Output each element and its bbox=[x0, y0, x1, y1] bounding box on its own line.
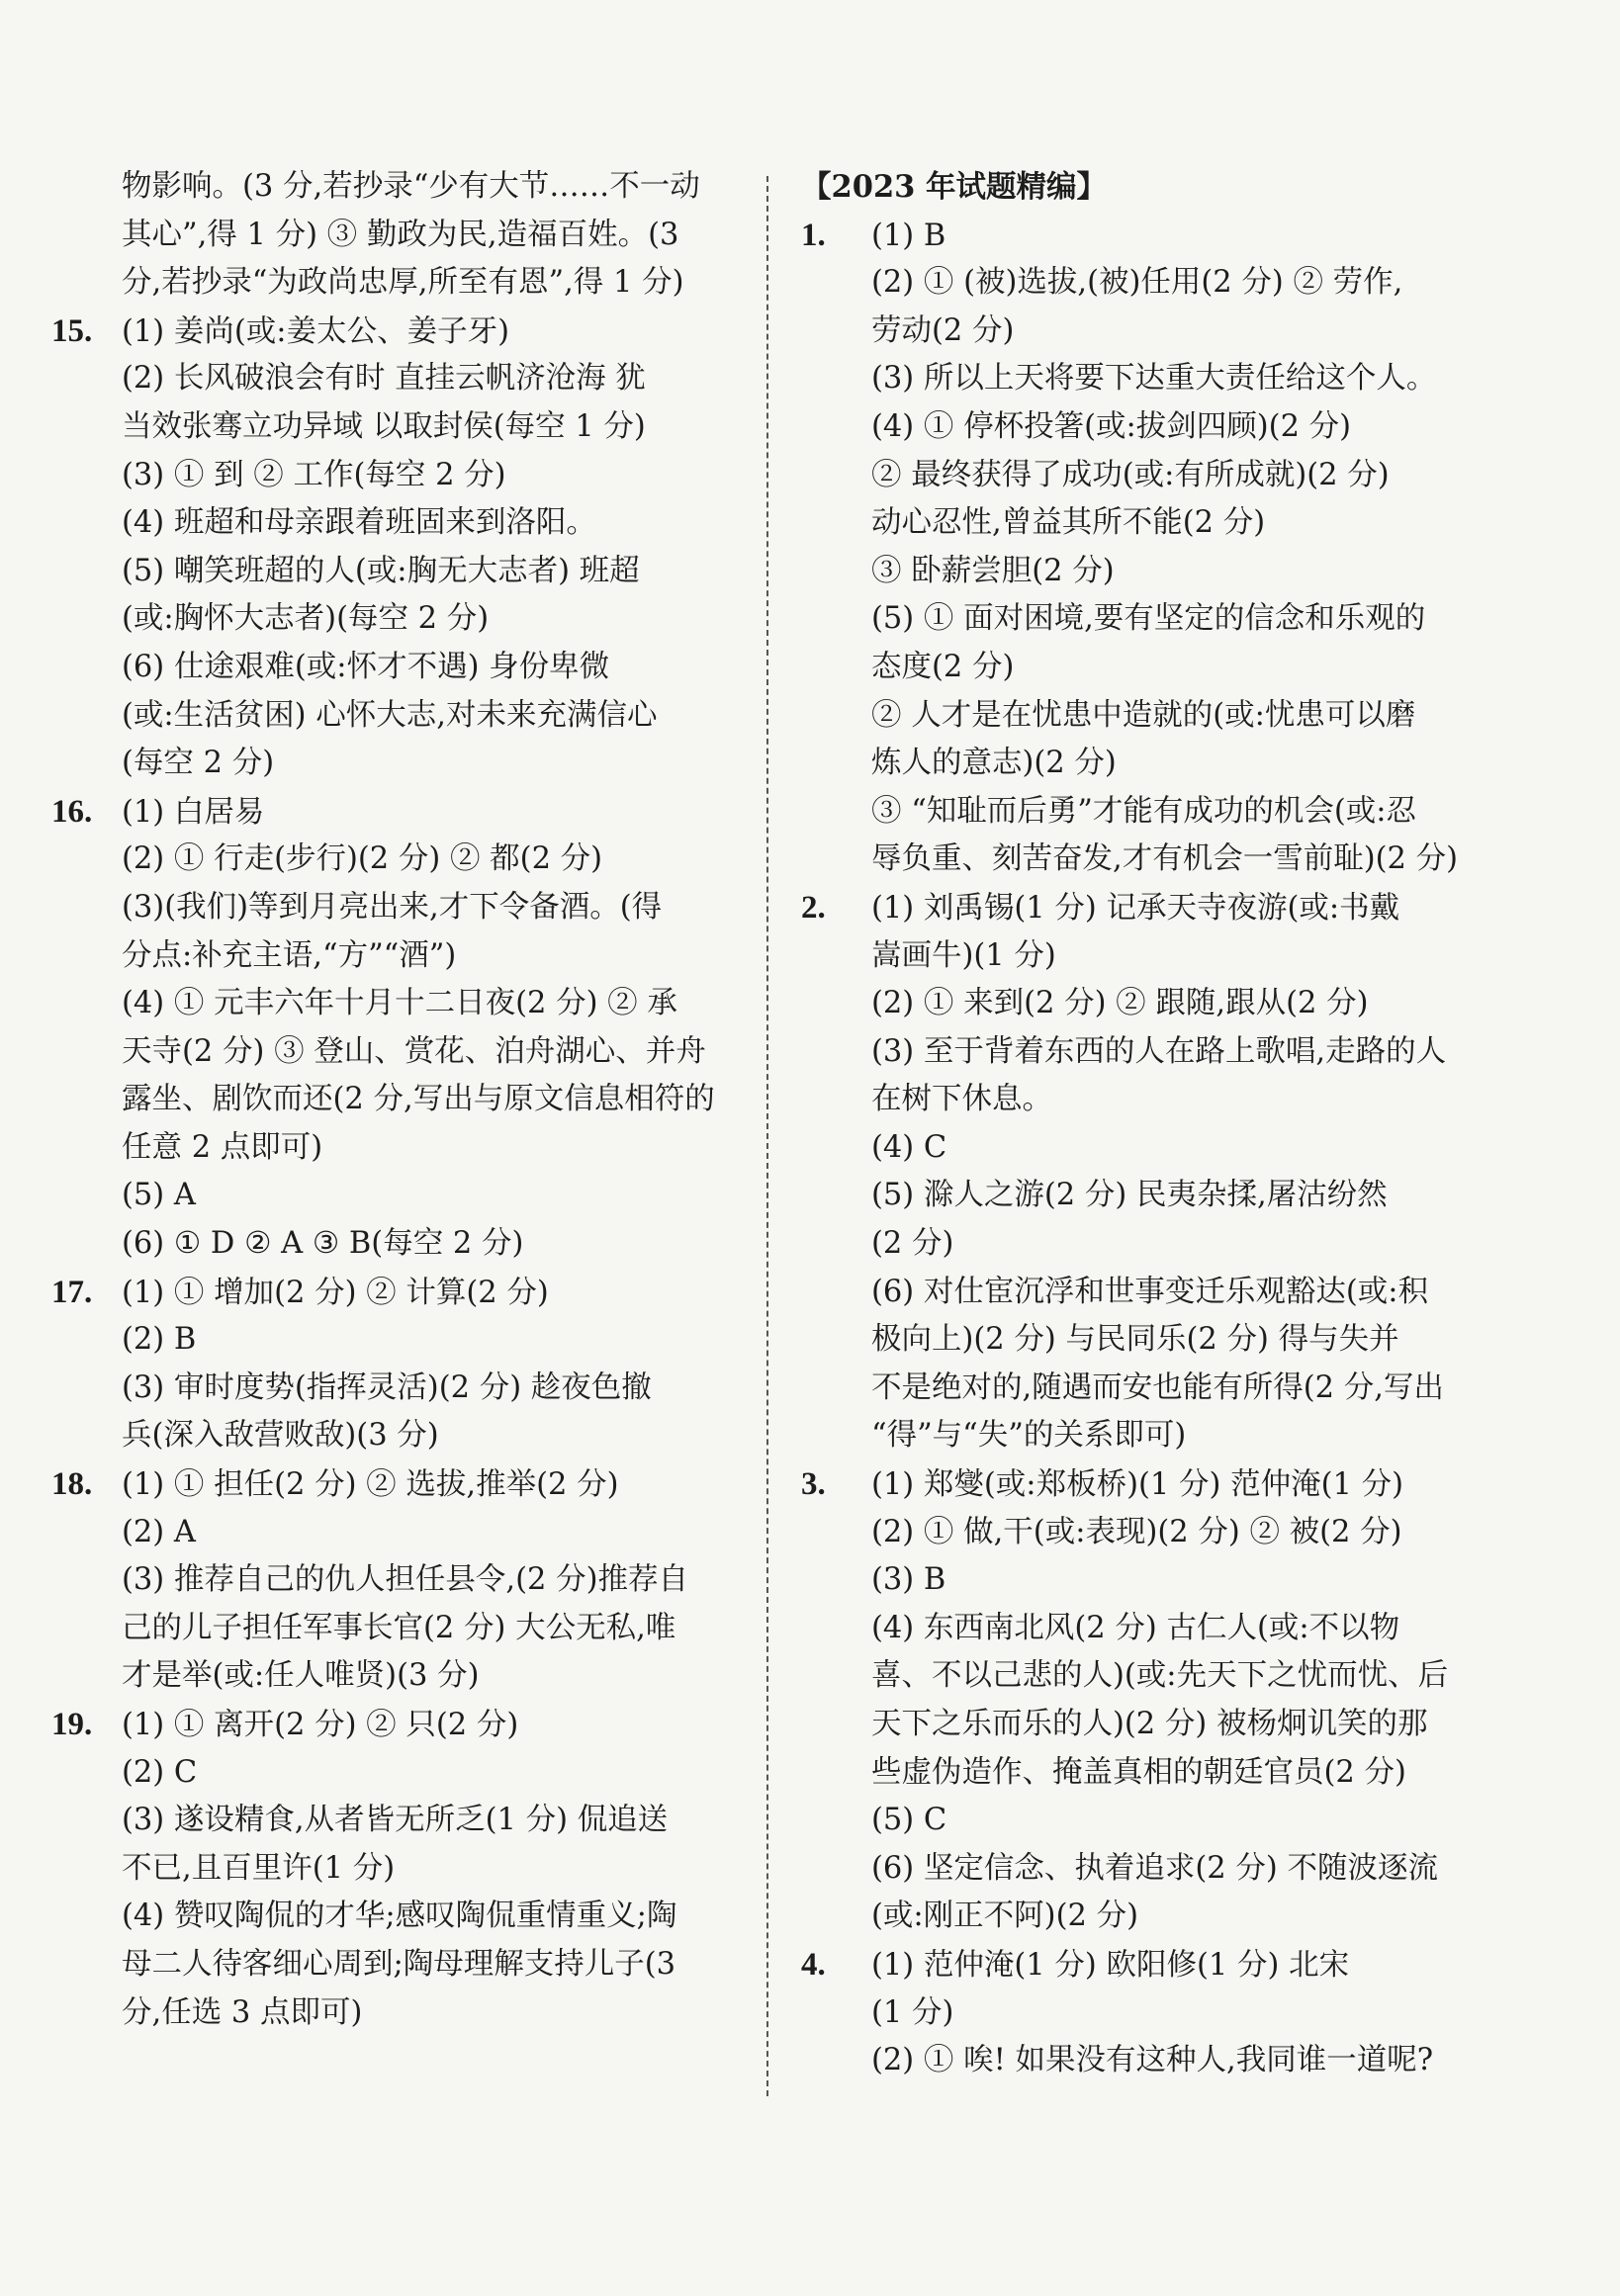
answer-line: 分,若抄录“为政尚忠厚,所至有恩”,得 1 分) bbox=[122, 265, 684, 301]
answer-line: (4) 班超和母亲跟着班固来到洛阳。 bbox=[122, 505, 596, 541]
answer-line: (或:胸怀大志者)(每空 2 分) bbox=[122, 601, 490, 637]
answer-line: ② 最终获得了成功(或:有所成就)(2 分) bbox=[871, 457, 1390, 492]
answer-line: (5) ① 面对困境,要有坚定的信念和乐观的 bbox=[871, 601, 1426, 637]
answer-line: 母二人待客细心周到;陶母理解支持儿子(3 bbox=[122, 1946, 676, 1982]
answer-line: (或:刚正不阿)(2 分) bbox=[871, 1899, 1138, 1934]
answer-line: 才是举(或:任人唯贤)(3 分) bbox=[122, 1658, 480, 1694]
answer-line: (6) ① D ② A ③ B(每空 2 分) bbox=[122, 1226, 524, 1262]
answer-line: (1) B bbox=[871, 218, 946, 253]
continued-answer bbox=[51, 163, 744, 308]
answer-line: 喜、不以己悲的人)(或:先天下之忧而忧、后 bbox=[871, 1658, 1449, 1694]
question-number: 15. bbox=[51, 312, 93, 349]
answer-line: (1 分) bbox=[871, 1994, 954, 2030]
answer-line: (1) ① 离开(2 分) ② 只(2 分) bbox=[122, 1708, 519, 1742]
answer-line: 嵩画牛)(1 分) bbox=[871, 937, 1056, 973]
answer-line: (2) ① 唉! 如果没有这种人,我同谁一道呢? bbox=[871, 2043, 1434, 2078]
question-16 bbox=[51, 788, 744, 1269]
question-15 bbox=[51, 308, 744, 788]
answer-line: (3) 审时度势(指挥灵活)(2 分) 趁夜色撤 bbox=[122, 1369, 652, 1405]
answer-line: ② 人才是在忧患中造就的(或:忧患可以磨 bbox=[871, 697, 1416, 733]
question-number: 17. bbox=[51, 1274, 93, 1310]
section-title: 【2023 年试题精编】 bbox=[801, 169, 1108, 205]
question-1 bbox=[801, 212, 1474, 884]
answer-line: 天寺(2 分) ③ 登山、赏花、泊舟湖心、并舟 bbox=[122, 1033, 706, 1069]
answer-line: (3) B bbox=[871, 1562, 946, 1598]
column-divider bbox=[766, 176, 768, 2096]
answer-line: (6) 坚定信念、执着追求(2 分) 不随波逐流 bbox=[871, 1850, 1438, 1886]
question-number: 19. bbox=[51, 1707, 93, 1742]
question-number: 2. bbox=[801, 889, 826, 926]
answer-line: 分点:补充主语,“方”“酒”) bbox=[122, 937, 457, 973]
answer-line: (1) 郑燮(或:郑板桥)(1 分) 范仲淹(1 分) bbox=[871, 1467, 1403, 1503]
answer-line: 兵(深入敌营败敌)(3 分) bbox=[122, 1418, 439, 1454]
question-4 bbox=[801, 1941, 1474, 2085]
answer-line: 其心”,得 1 分) ③ 勤政为民,造福百姓。(3 bbox=[122, 217, 679, 252]
answer-line: (2) ① (被)选拔,(被)任用(2 分) ② 劳作, bbox=[871, 265, 1403, 301]
answer-line: (2) B bbox=[122, 1322, 197, 1358]
question-19 bbox=[51, 1701, 744, 2037]
answer-line: 露坐、剧饮而还(2 分,写出与原文信息相符的 bbox=[122, 1082, 715, 1117]
answer-line: 不是绝对的,随遇而安也能有所得(2 分,写出 bbox=[871, 1369, 1444, 1405]
answer-line: (3) ① 到 ② 工作(每空 2 分) bbox=[122, 457, 506, 492]
question-3 bbox=[801, 1460, 1474, 1941]
answer-line: (3) 至于背着东西的人在路上歌唱,走路的人 bbox=[871, 1033, 1447, 1069]
question-17 bbox=[51, 1269, 744, 1460]
answer-line: (4) ① 元丰六年十月十二日夜(2 分) ② 承 bbox=[122, 986, 677, 1021]
question-number: 18. bbox=[51, 1466, 93, 1503]
answer-line: 态度(2 分) bbox=[871, 649, 1015, 684]
answer-line: (2 分) bbox=[871, 1226, 954, 1262]
answer-line: (或:生活贫困) 心怀大志,对未来充满信心 bbox=[122, 697, 658, 733]
answer-line: (4) ① 停杯投箸(或:拔剑四顾)(2 分) bbox=[871, 408, 1352, 444]
answer-line: (2) A bbox=[122, 1514, 196, 1549]
answer-line: (2) 长风破浪会有时 直挂云帆济沧海 犹 bbox=[122, 361, 646, 397]
answer-line: 分,任选 3 点即可) bbox=[122, 1994, 363, 2030]
answer-line: 动心忍性,曾益其所不能(2 分) bbox=[871, 505, 1266, 541]
answer-line: (2) C bbox=[122, 1754, 198, 1790]
answer-line: (2) ① 行走(步行)(2 分) ② 都(2 分) bbox=[122, 841, 603, 877]
answer-line: (1) ① 增加(2 分) ② 计算(2 分) bbox=[122, 1275, 549, 1310]
answer-line: 辱负重、刻苦奋发,才有机会一雪前耻)(2 分) bbox=[871, 841, 1458, 877]
left-column bbox=[51, 163, 744, 2037]
answer-line: (5) C bbox=[871, 1803, 947, 1838]
answer-line: 在树下休息。 bbox=[871, 1082, 1052, 1117]
question-number: 1. bbox=[801, 217, 826, 253]
answer-line: 己的儿子担任军事长官(2 分) 大公无私,唯 bbox=[122, 1610, 676, 1645]
answer-line: (1) ① 担任(2 分) ② 选拔,推举(2 分) bbox=[122, 1467, 619, 1503]
question-18 bbox=[51, 1460, 744, 1701]
answer-line: 任意 2 点即可) bbox=[122, 1129, 323, 1165]
answer-line: 当效张骞立功异域 以取封侯(每空 1 分) bbox=[122, 408, 646, 444]
right-column bbox=[801, 163, 1474, 2085]
answer-line: (1) 刘禹锡(1 分) 记承天寺夜游(或:书戴 bbox=[871, 890, 1400, 926]
answer-line: 不已,且百里许(1 分) bbox=[122, 1850, 396, 1886]
answer-line: (1) 范仲淹(1 分) 欧阳修(1 分) 北宋 bbox=[871, 1947, 1350, 1983]
answer-line: ③ 卧薪尝胆(2 分) bbox=[871, 553, 1115, 588]
answer-line: (2) ① 来到(2 分) ② 跟随,跟从(2 分) bbox=[871, 986, 1369, 1021]
answer-line: 极向上)(2 分) 与民同乐(2 分) 得与失并 bbox=[871, 1322, 1399, 1358]
answer-line: (3) 推荐自己的仇人担任县令,(2 分)推荐自 bbox=[122, 1562, 688, 1598]
answer-line: (4) 东西南北风(2 分) 古仁人(或:不以物 bbox=[871, 1610, 1400, 1645]
answer-line: (5) 嘲笑班超的人(或:胸无大志者) 班超 bbox=[122, 553, 640, 588]
answer-line: (4) 赞叹陶侃的才华;感叹陶侃重情重义;陶 bbox=[122, 1899, 677, 1934]
answer-line: (2) ① 做,干(或:表现)(2 分) ② 被(2 分) bbox=[871, 1514, 1402, 1549]
answer-line: 些虚伪造作、掩盖真相的朝廷官员(2 分) bbox=[871, 1754, 1406, 1790]
answer-line: 炼人的意志)(2 分) bbox=[871, 746, 1117, 781]
answer-line: (5) 滁人之游(2 分) 民夷杂揉,屠沽纷然 bbox=[871, 1178, 1388, 1213]
answer-line: “得”与“失”的关系即可) bbox=[871, 1418, 1187, 1454]
answer-line: (每空 2 分) bbox=[122, 746, 275, 781]
question-number: 16. bbox=[51, 793, 93, 830]
answer-line: (3)(我们)等到月亮出来,才下令备酒。(得 bbox=[122, 889, 663, 925]
question-number: 3. bbox=[801, 1466, 826, 1503]
answer-line: (1) 白居易 bbox=[122, 794, 265, 830]
question-number: 4. bbox=[801, 1946, 826, 1983]
answer-line: (6) 仕途艰难(或:怀才不遇) 身份卑微 bbox=[122, 649, 610, 684]
question-2 bbox=[801, 884, 1474, 1460]
answer-line: (1) 姜尚(或:姜太公、姜子牙) bbox=[122, 313, 509, 349]
answer-line: (4) C bbox=[871, 1129, 947, 1165]
answer-line: 劳动(2 分) bbox=[871, 312, 1015, 348]
answer-line: 物影响。(3 分,若抄录“少有大节……不一动 bbox=[122, 169, 700, 204]
answer-line: 天下之乐而乐的人)(2 分) 被杨炯讥笑的那 bbox=[871, 1707, 1428, 1741]
answer-line: (6) 对仕宦沉浮和世事变迁乐观豁达(或:积 bbox=[871, 1274, 1429, 1309]
answer-line: (3) 所以上天将要下达重大责任给这个人。 bbox=[871, 361, 1437, 397]
answer-line: (5) A bbox=[122, 1178, 196, 1213]
answer-line: (3) 遂设精食,从者皆无所乏(1 分) 侃追送 bbox=[122, 1803, 669, 1838]
answer-line: ③ “知耻而后勇”才能有成功的机会(或:忍 bbox=[871, 793, 1417, 829]
